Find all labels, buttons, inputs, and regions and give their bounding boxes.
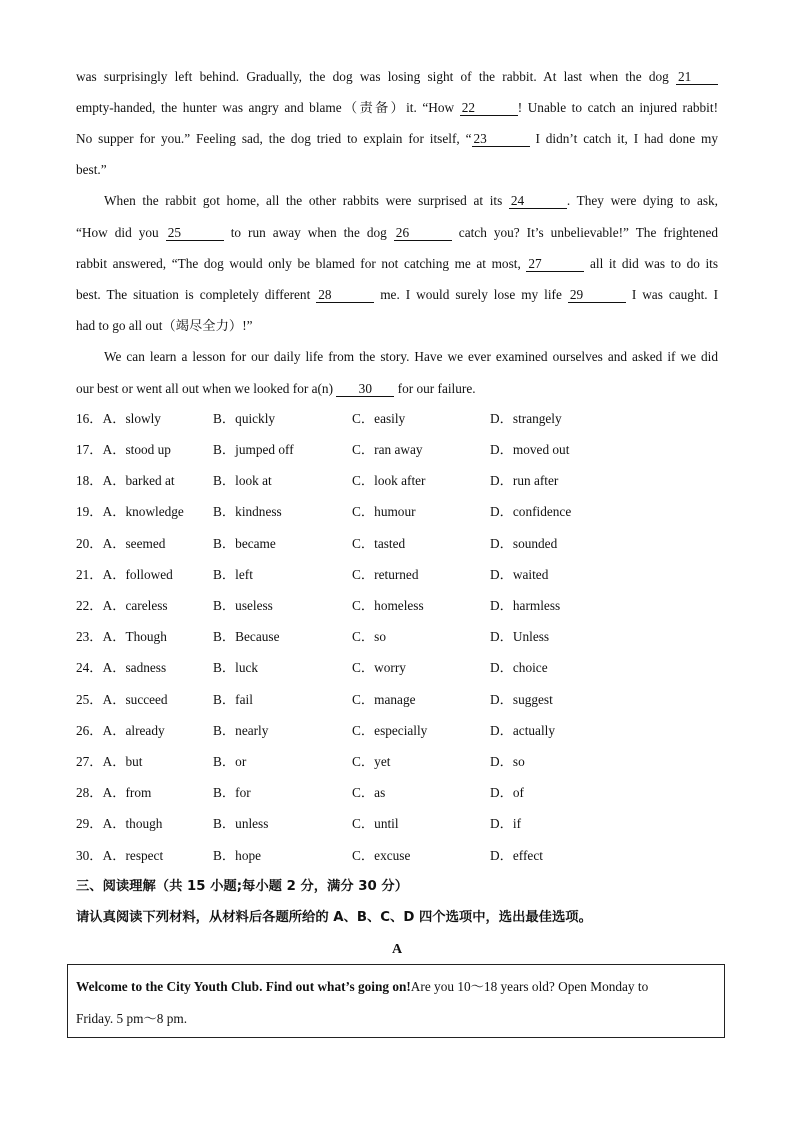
option-row: [76, 502, 716, 522]
option-row: [76, 534, 716, 554]
option-a: 26．A．already: [76, 723, 165, 738]
option-a: 23．A．Though: [76, 629, 167, 644]
option-d: D．Unless: [490, 629, 550, 644]
passage-text: . They were dying to ask,: [566, 193, 718, 208]
option-a: 21．A．followed: [76, 567, 173, 582]
passage-text: empty-handed, the hunter was angry and blame（责备）it. “How: [76, 100, 455, 115]
passage-line-10: We can learn a lesson for our daily life from the story. Have we ever examined ourselves and asked if we did: [104, 349, 718, 364]
option-c: C．especially: [352, 723, 428, 738]
section-instruction: 请认真阅读下列材料，从材料后各题所给的 A、B、C、D 四个选项中，选出最佳选项。: [76, 910, 592, 925]
option-d: D．run after: [490, 473, 559, 488]
option-b: B．or: [213, 754, 247, 769]
notice-line-1: [76, 977, 648, 997]
option-row: [76, 846, 716, 866]
option-row: [76, 440, 716, 460]
option-b: B．useless: [213, 598, 273, 613]
passage-line-9: had to go all out（竭尽全力）!”: [76, 318, 253, 333]
option-row: [76, 471, 716, 491]
blank-26: 26: [394, 225, 452, 241]
passage-text: all it did was to do its: [589, 256, 719, 271]
option-b: B．unless: [213, 816, 269, 831]
passage-line-6: [76, 217, 718, 248]
option-a: 16．A．slowly: [76, 411, 161, 426]
section-heading: 三、阅读理解（共 15 小题;每小题 2 分，满分 30 分）: [76, 879, 408, 894]
option-c: C．until: [352, 816, 399, 831]
passage-line-3: [76, 123, 718, 154]
notice-line-2: Friday. 5 pm～8 pm.: [76, 1011, 188, 1026]
option-row: [76, 814, 716, 834]
option-d: D．moved out: [490, 442, 570, 457]
passage-text: our best or went all out when we looked for a(n): [76, 381, 333, 396]
blank-21: 21: [676, 69, 718, 85]
option-row: [76, 565, 716, 585]
option-d: D．harmless: [490, 598, 561, 613]
option-c: C．homeless: [352, 598, 424, 613]
option-c: C．humour: [352, 504, 416, 519]
blank-22: 22: [460, 100, 518, 116]
passage-line-2: [76, 92, 718, 123]
passage-text: I didn’t catch it, I had done my: [535, 131, 718, 146]
option-a: 17．A．stood up: [76, 442, 171, 457]
option-c: C．worry: [352, 660, 406, 675]
blank-25: 25: [166, 225, 224, 241]
passage-line-7: [76, 248, 718, 279]
passage-line-4: best.”: [76, 162, 107, 177]
passage-text: was surprisingly left behind. Gradually, the dog was losing sight of the rabbit. At last when the dog: [76, 69, 669, 84]
option-a: 24．A．sadness: [76, 660, 167, 675]
option-a: 28．A．from: [76, 785, 152, 800]
blank-27: 27: [526, 256, 584, 272]
option-b: B．Because: [213, 629, 280, 644]
passage-text: best. The situation is completely different: [76, 287, 311, 302]
passage-text: me. I would surely lose my life: [380, 287, 562, 302]
option-b: B．for: [213, 785, 251, 800]
passage-text: No supper for you.” Feeling sad, the dog tried to explain for itself, “: [76, 131, 472, 146]
option-a: 27．A．but: [76, 754, 143, 769]
option-b: B．look at: [213, 473, 272, 488]
option-row: [76, 752, 716, 772]
passage-text: for our failure.: [397, 381, 476, 396]
passage-text: When the rabbit got home, all the other rabbits were surprised at its: [104, 193, 503, 208]
option-row: [76, 658, 716, 678]
option-c: C．easily: [352, 411, 406, 426]
option-d: D．waited: [490, 567, 549, 582]
option-b: B．hope: [213, 848, 262, 863]
passage-line-8: [76, 279, 718, 310]
option-b: B．luck: [213, 660, 259, 675]
option-b: B．nearly: [213, 723, 269, 738]
option-d: D．so: [490, 754, 525, 769]
passage-line-11: [76, 373, 718, 404]
option-d: D．sounded: [490, 536, 558, 551]
passage-text: rabbit answered, “The dog would only be blamed for not catching me at most,: [76, 256, 521, 271]
option-c: C．ran away: [352, 442, 423, 457]
option-a: 30．A．respect: [76, 848, 164, 863]
option-d: D．of: [490, 785, 524, 800]
notice-box: [67, 964, 725, 1038]
notice-text: Are you 10～18 years old? Open Monday to: [410, 979, 649, 994]
option-b: B．left: [213, 567, 253, 582]
passage-text: catch you? It’s unbelievable!” The frightened: [458, 225, 718, 240]
passage-text: I was caught. I: [631, 287, 719, 302]
option-b: B．quickly: [213, 411, 276, 426]
blank-29: 29: [568, 287, 626, 303]
option-d: D．suggest: [490, 692, 553, 707]
option-row: [76, 721, 716, 741]
option-c: C．manage: [352, 692, 416, 707]
option-row: [76, 409, 716, 429]
blank-24: 24: [509, 193, 567, 209]
option-d: D．confidence: [490, 504, 572, 519]
passage-line-1: [76, 61, 718, 92]
blank-23: 23: [472, 131, 530, 147]
option-c: C．tasted: [352, 536, 406, 551]
option-row: [76, 627, 716, 647]
option-b: B．fail: [213, 692, 253, 707]
option-row: [76, 783, 716, 803]
passage-line-5: [104, 185, 718, 216]
option-d: D．choice: [490, 660, 548, 675]
option-row: [76, 690, 716, 710]
option-b: B．jumped off: [213, 442, 294, 457]
blank-30: 30: [336, 381, 394, 397]
option-a: 25．A．succeed: [76, 692, 168, 707]
passage-text: “How did you: [76, 225, 159, 240]
option-d: D．effect: [490, 848, 543, 863]
option-c: C．returned: [352, 567, 419, 582]
option-c: C．yet: [352, 754, 391, 769]
option-c: C．so: [352, 629, 386, 644]
option-c: C．excuse: [352, 848, 411, 863]
option-a: 20．A．seemed: [76, 536, 166, 551]
option-c: C．as: [352, 785, 386, 800]
option-a: 19．A．knowledge: [76, 504, 184, 519]
option-d: D．strangely: [490, 411, 562, 426]
passage-text: to run away when the dog: [230, 225, 387, 240]
option-a: 22．A．careless: [76, 598, 168, 613]
option-row: [76, 596, 716, 616]
option-a: 18．A．barked at: [76, 473, 175, 488]
option-a: 29．A．though: [76, 816, 163, 831]
option-d: D．if: [490, 816, 522, 831]
passage-letter: A: [391, 942, 403, 957]
notice-title: Welcome to the City Youth Club. Find out what’s going on!: [76, 979, 411, 994]
passage-text: ! Unable to catch an injured rabbit!: [517, 100, 718, 115]
option-d: D．actually: [490, 723, 555, 738]
blank-28: 28: [316, 287, 374, 303]
option-b: B．became: [213, 536, 276, 551]
option-c: C．look after: [352, 473, 426, 488]
option-b: B．kindness: [213, 504, 282, 519]
